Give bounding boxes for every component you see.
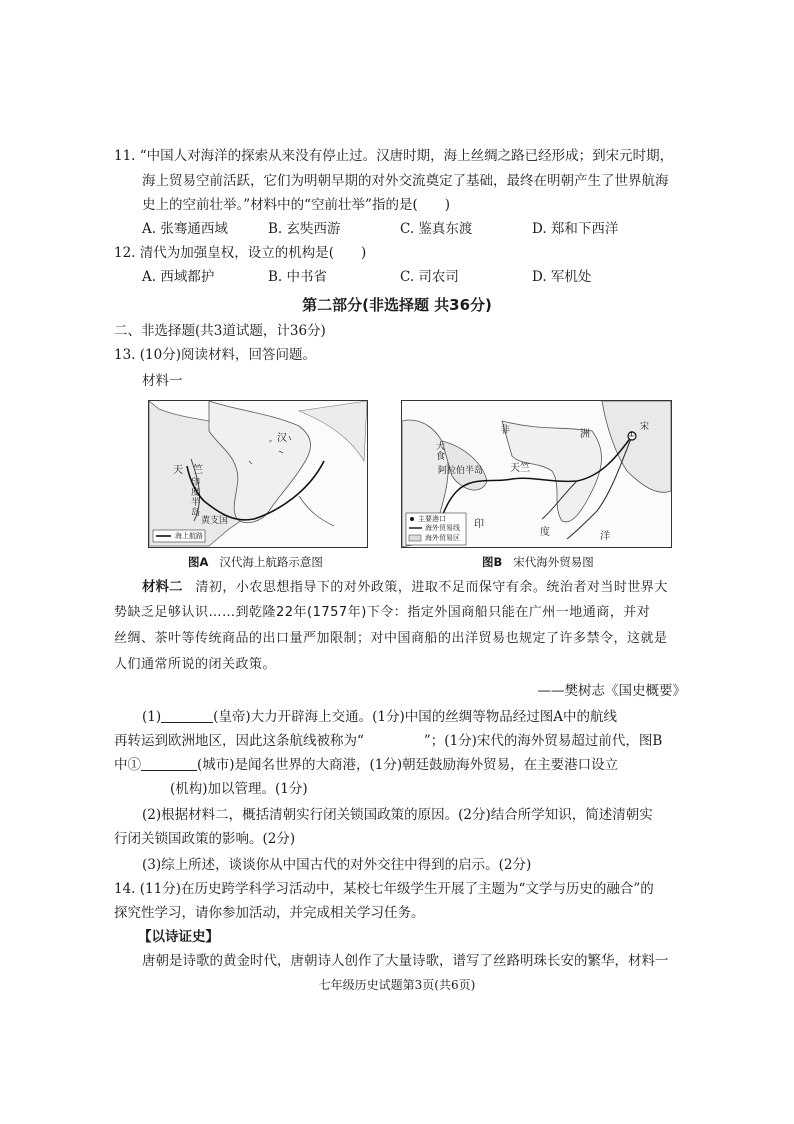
map-b-legend-area: 海外贸易区 — [425, 534, 460, 542]
map-a-legend-label: 海上航路 — [175, 532, 203, 540]
q11-line2: 海上贸易空前活跃，它们为明朝早期的对外交流奠定了基础，最终在明朝产生了世界航海 — [142, 173, 669, 189]
material2-line3: 丝绸、茶叶等传统商品的出口量严加限制；对中国商船的出洋贸易也规定了许多禁令，这就是 — [114, 631, 668, 646]
q13-part1-line1 — [142, 708, 617, 726]
q13-part1-line3 — [114, 756, 618, 774]
q14-line3: 唐朝是诗歌的黄金时代，唐朝诗人创作了大量诗歌，谱写了丝路明珠长安的繁华，材料一 — [142, 953, 669, 969]
q11-option-d: D. 郑和下西洋 — [532, 221, 619, 237]
map-a-label-huangzhi: 黄支国 — [201, 516, 229, 526]
section2-heading: 二、非选择题(共3道试题，计36分) — [114, 323, 326, 339]
answer-blank-route-name[interactable] — [364, 733, 424, 747]
q14-line1: 14. (11分)在历史跨学科学习活动中，某校七年级学生开展了主题为“文学与历史的融合”的 — [114, 881, 654, 897]
map-b-label-arabia: 阿拉伯半岛 — [438, 466, 484, 476]
q14-line2: 探究性学习，请你参加活动，并完成相关学习任务。 — [114, 905, 425, 921]
material2-text-1: 清初，小农思想指导下的对外政策，进取不足而保守有余。统治者对当时世界大 — [195, 580, 668, 595]
map-b-label-shi: 食 — [436, 452, 446, 462]
q11-line3: 史上的空前壮举。”材料中的“空前壮举”指的是( ) — [142, 197, 450, 213]
q12-stem: 12. 清代为加强皇权，设立的机构是( ) — [114, 245, 367, 261]
q13-part1-text-3: ”；(1分)宋代的海外贸易超过前代，图B — [423, 733, 663, 749]
map-b-label-yin: 印 — [474, 519, 484, 530]
material2-line4: 人们通常所说的闭关政策。 — [114, 657, 277, 672]
q12-option-a: A. 西域都护 — [142, 269, 215, 285]
q13-part1-line2 — [114, 732, 662, 750]
q14-tag: 【以诗证史】 — [138, 929, 219, 945]
q13-part2-line1: (2)根据材料二，概括清朝实行闭关锁国政策的原因。(2分)结合所学知识，简述清朝实 — [142, 807, 653, 823]
map-b-caption — [482, 554, 594, 570]
map-a-caption-text: 汉代海上航路示意图 — [219, 555, 323, 569]
map-a-label-ban: 半 — [191, 498, 201, 508]
map-b-label-fei: 非 — [500, 425, 510, 436]
map-b-label-du: 度 — [540, 527, 550, 538]
map-b-label-tianzhu: 天竺 — [510, 463, 530, 474]
map-a-label-tianzhu: 天 竺 — [173, 465, 203, 476]
map-b-label-song: 宋 — [640, 422, 650, 432]
material2-source: ——樊树志《国史概要》 — [537, 683, 686, 699]
page-footer: 七年级历史试题第3页(共6页) — [318, 978, 476, 992]
map-a-label-han: 汉 — [277, 433, 287, 444]
map-b-label-circle-1: ① — [628, 430, 636, 439]
map-a-caption — [188, 554, 323, 570]
material2-label: 材料二 — [142, 579, 183, 595]
map-a-label-du: 度 — [191, 488, 201, 498]
map-a-label-dao: 岛 — [191, 508, 201, 518]
map-a-label-yin: 印 — [191, 478, 201, 488]
q13-part1-text-4: 中① — [114, 757, 141, 773]
q12-option-d: D. 军机处 — [532, 269, 592, 285]
q12-option-b: B. 中书省 — [268, 269, 328, 285]
material2-line1 — [142, 578, 668, 597]
q13-part1-text-2: 再转运到欧洲地区，因此这条航线被称为“ — [114, 733, 364, 749]
q11-option-b: B. 玄奘西游 — [268, 221, 341, 237]
map-b-legend-route: 海外贸易线 — [425, 524, 460, 532]
q12-option-c: C. 司农司 — [400, 269, 459, 285]
map-b-caption-id: 图B — [482, 555, 503, 569]
map-b — [401, 400, 672, 548]
map-b-legend-port: 主要港口 — [418, 515, 446, 523]
map-b-label-zhou: 洲 — [580, 429, 590, 440]
q13-part2-line2: 行闭关锁国政策的影响。(2分) — [114, 831, 296, 847]
answer-blank-emperor[interactable] — [161, 708, 213, 723]
map-b-label-yang: 洋 — [600, 531, 610, 542]
q13-stem: 13. (10分)阅读材料，回答问题。 — [114, 347, 316, 363]
q13-part1-text-5: (城市)是闻名世界的大商港，(1分)朝廷鼓励海外贸易，在主要港口设立 — [197, 757, 619, 773]
map-b-caption-text: 宋代海外贸易图 — [513, 555, 594, 569]
material2-line2: 势缺乏足够认识……到乾隆22年(1757年)下令：指定外国商船只能在广州一地通商，并对 — [114, 605, 651, 620]
q13-part3: (3)综上所述，谈谈你从中国古代的对外交往中得到的启示。(2分) — [142, 857, 532, 873]
q13-part1-number: (1) — [142, 709, 162, 725]
q13-part1-text-1: (皇帝)大力开辟海上交通。(1分)中国的丝绸等物品经过图A中的航线 — [213, 709, 618, 725]
answer-blank-city[interactable] — [141, 756, 197, 771]
material1-label: 材料一 — [142, 373, 183, 389]
map-a-caption-id: 图A — [188, 555, 209, 569]
q11-option-c: C. 鉴真东渡 — [400, 221, 473, 237]
map-b-label-da: 大 — [436, 442, 446, 452]
part2-title: 第二部分(非选择题 共36分) — [302, 296, 492, 314]
map-a — [148, 400, 368, 548]
q13-part1-line4: (机构)加以管理。(1分) — [170, 781, 308, 797]
q11-line1: 11. “中国人对海洋的探索从来没有停止过。汉唐时期，海上丝绸之路已经形成；到宋元时期， — [114, 148, 674, 164]
q11-option-a: A. 张骞通西域 — [142, 221, 228, 237]
